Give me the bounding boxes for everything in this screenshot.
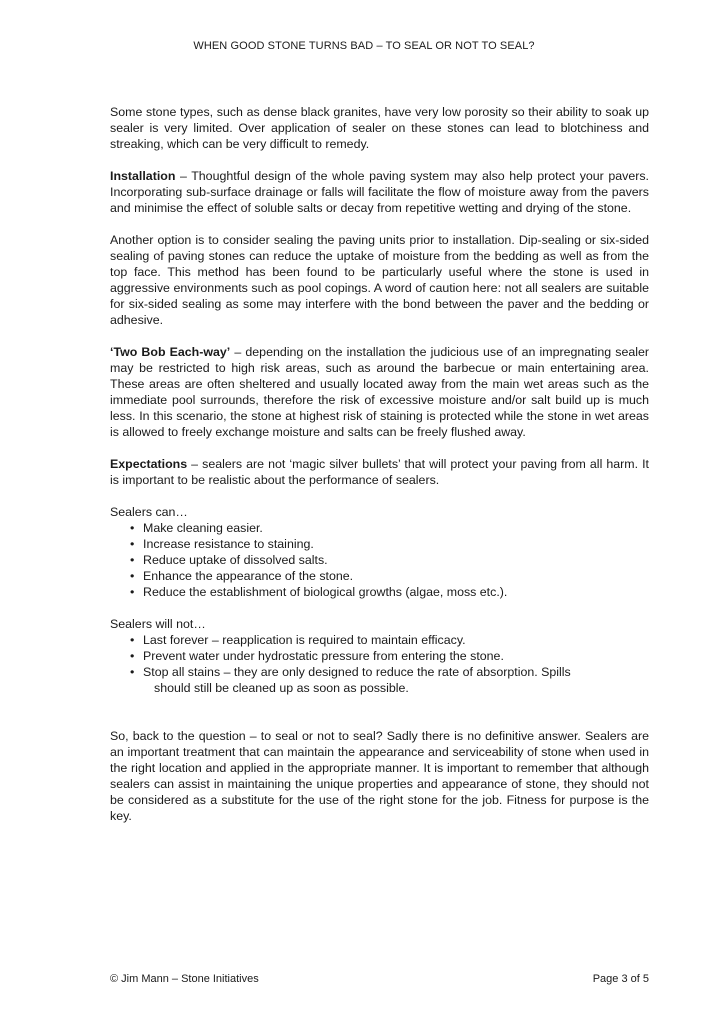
list-item: • Reduce the establishment of biological growths (algae, moss etc.). — [130, 585, 508, 599]
paragraph-porosity: Some stone types, such as dense black granites, have very low porosity so their ability to soak up sealer is very limited. Over application of sealer on these stones can lead to blotchiness and streaking, which can be very difficult to remedy. — [110, 105, 649, 151]
paragraph-two-bob — [110, 344, 649, 440]
paragraph-dip-sealing: Another option is to consider sealing the paving units prior to installation. Dip-sealing or six-sided sealing of paving stones can reduce the uptake of moisture from the bedding as well as from the top face. This method has been found to be particularly useful where the stone is used in aggressive environments such as pool copings. A word of caution here: not all sealers are suitable for six-sided sealing as some may interfere with the bond between the paver and the bedding or adhesive. — [110, 233, 649, 327]
two-bob-text: – depending on the installation the judicious use of an impregnating sealer may be restricted to high risk areas, such as around the barbecue or main entertaining area. These areas are often sheltered and usually located away from the main wet areas such as the immediate pool surrounds, therefore the risk of excessive moisture and/or salt build up is much less. In this scenario, the stone at highest risk of staining is protected while the stone in wet areas is allowed to freely exchange moisture and salts can be freely flushed away. — [110, 345, 649, 439]
paragraph-expectations — [110, 456, 649, 488]
footer-copyright: © Jim Mann – Stone Initiatives — [110, 973, 259, 985]
list-item: • Increase resistance to staining. — [130, 537, 314, 551]
list-item: • Make cleaning easier. — [130, 521, 263, 535]
bullet-icon: • — [130, 649, 135, 663]
sealers-will-not-heading: Sealers will not… — [110, 617, 206, 631]
bullet-icon: • — [130, 665, 135, 679]
page-header: WHEN GOOD STONE TURNS BAD – TO SEAL OR NOT TO SEAL? — [193, 40, 535, 52]
sealers-can-list — [110, 520, 649, 600]
bullet-icon: • — [130, 521, 135, 535]
bullet-icon: • — [130, 585, 135, 599]
two-bob-heading: ‘Two Bob Each-way’ — [110, 345, 231, 359]
bullet-icon: • — [130, 569, 135, 583]
bullet-icon: • — [130, 553, 135, 567]
bullet-icon: • — [130, 537, 135, 551]
list-item: • Last forever – reapplication is required to maintain efficacy. — [130, 633, 466, 647]
list-item: • Reduce uptake of dissolved salts. — [130, 553, 328, 567]
list-item: • Stop all stains – they are only designed to reduce the rate of absorption. Spills should still be cleaned up as soon as possible. — [130, 665, 571, 695]
installation-heading: Installation — [110, 169, 176, 183]
expectations-heading: Expectations — [110, 457, 188, 471]
list-item: • Prevent water under hydrostatic pressure from entering the stone. — [130, 649, 504, 663]
bullet-icon: • — [130, 633, 135, 647]
footer-page-number: Page 3 of 5 — [592, 973, 649, 985]
sealers-will-not-list — [110, 632, 649, 696]
paragraph-installation — [110, 168, 649, 216]
installation-text: – Thoughtful design of the whole paving system may also help protect your pavers. Incorporating sub-surface drainage or falls will facilitate the flow of moisture away from the pavers and minimise the effect of soluble salts or decay from repetitive wetting and drying of the stone. — [110, 169, 649, 215]
sealers-can-heading: Sealers can… — [110, 505, 188, 519]
expectations-text: – sealers are not ‘magic silver bullets’ that will protect your paving from all harm. It is important to be realistic about the performance of sealers. — [110, 457, 649, 487]
spacer — [110, 712, 649, 728]
document-body — [110, 104, 649, 840]
list-item: • Enhance the appearance of the stone. — [130, 569, 354, 583]
paragraph-conclusion: So, back to the question – to seal or not to seal? Sadly there is no definitive answer. Sealers are an important treatment that can maintain the appearance and serviceability of stone when used in the right location and applied in the appropriate manner. It is important to remember that although sealers can assist in maintaining the unique properties and appearance of stone, they should not be considered as a substitute for the use of the right stone for the job. Fitness for purpose is the key. — [110, 729, 649, 823]
